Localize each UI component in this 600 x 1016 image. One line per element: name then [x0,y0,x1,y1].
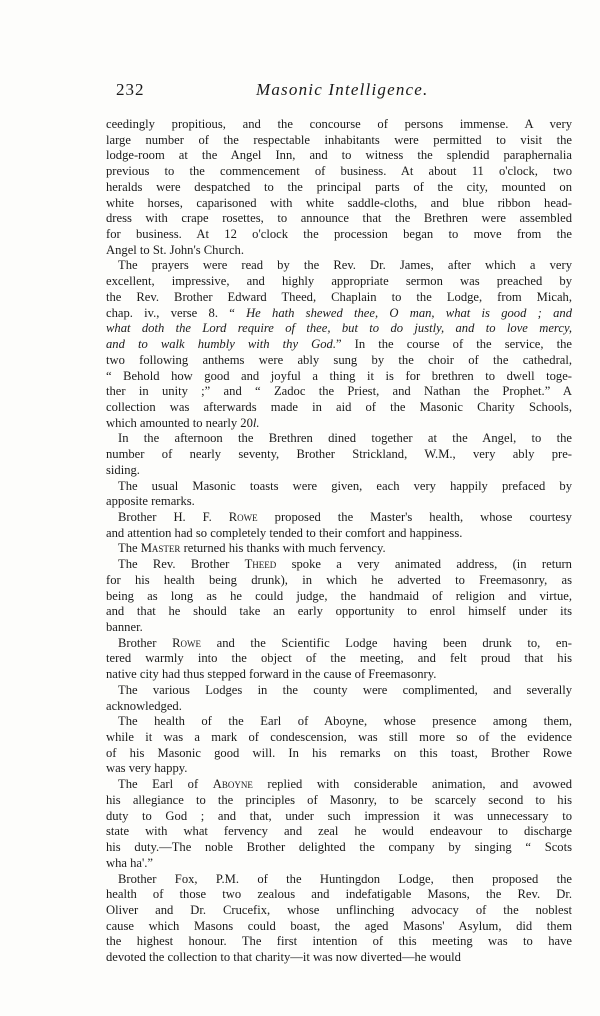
text-line [106,227,572,243]
text-run: Angel to St. John's Church. [106,242,245,257]
text-run: Rowe [228,509,258,524]
text-run: the Rev. Brother Edward Theed, Chaplain to the Lodge, from Micah, [106,289,572,304]
article-body [106,117,572,966]
text-line [106,211,572,227]
text-run: Aboyne [212,777,253,792]
text-line [106,604,572,620]
text-run: was very happy. [106,761,188,776]
text-run: cause which Masons could boast, the aged Masons' Asylum, did them [106,918,572,933]
text-run: The various Lodges in the county were complimented, and severally [118,682,572,697]
text-run: chap. iv., verse 8. “ [106,305,247,320]
text-run: l. [252,415,260,430]
text-line [106,793,572,809]
text-line [106,651,572,667]
text-run: number of nearly seventy, Brother Strickland, W.M., very ably pre- [106,447,572,462]
text-run: Rowe [172,635,201,650]
text-run: proposed the Master's health, whose courtesy [257,509,572,524]
text-line [106,353,572,369]
text-line [106,133,572,149]
text-run: Theed [244,557,277,572]
text-run: being as long as he could judge, the handmaid of religion and virtue, [106,588,572,603]
text-run: Brother H. F. [118,509,229,524]
text-run: and the Scientific Lodge having been drunk to, en- [201,635,572,650]
text-run: the highest honour. The first intention of this meeting was to have [106,934,572,949]
text-run: tered warmly into the object of the meeting, and felt proud that his [106,651,572,666]
text-line [106,667,572,683]
text-line [106,777,572,793]
text-line [106,510,572,526]
text-line [106,809,572,825]
text-run: of his Masonic good will. In his remarks on this toast, Brother Rowe [106,745,572,760]
text-run: apposite remarks. [106,494,195,509]
text-line [106,824,572,840]
text-run: “ Behold how good and joyful a thing it is for brethren to dwell toge- [106,368,572,383]
text-run: spoke a very animated address, (in return [276,557,572,572]
text-run: The usual Masonic toasts were given, each very happily prefaced by [118,478,572,493]
text-run: collection was afterwards made in aid of the Masonic Charity Schools, [106,399,572,414]
text-run: heralds were despatched to the principal parts of the city, mounted on [106,179,572,194]
text-run: two following anthems were ably sung by the choir of the cathedral, [106,352,572,367]
text-run: ” In the course of the service, the [335,337,572,352]
text-line [106,903,572,919]
text-run: The [118,541,141,556]
text-run: his allegiance to the principles of Masonry, to be scarcely second to his [106,792,572,807]
text-run: The Earl of [118,777,213,792]
text-line [106,746,572,762]
text-run: health of those two zealous and indefatigable Masons, the Rev. Dr. [106,887,572,902]
text-run: for business. At 12 o'clock the procession began to move from the [106,227,572,242]
text-line [106,856,572,872]
text-run: duty to God ; and that, under such impression it was unnecessary to [106,808,572,823]
text-run: excellent, impressive, and highly appropriate sermon was preached by [106,274,572,289]
text-line [106,526,572,542]
text-line [106,416,572,432]
text-line [106,683,572,699]
text-line [106,196,572,212]
running-head [116,80,576,104]
text-run: banner. [106,620,143,634]
text-run: Brother Fox, P.M. of the Huntingdon Lodge, then proposed the [118,871,572,886]
text-line [106,479,572,495]
running-title: Masonic Intelligence. [256,80,429,99]
text-line [106,258,572,274]
text-run: The Rev. Brother [118,557,245,572]
text-line [106,463,572,479]
text-line [106,636,572,652]
text-line [106,557,572,573]
text-run: large number of the respectable inhabitants were permitted to visit the [106,132,572,147]
text-line [106,321,572,337]
text-line [106,919,572,935]
text-run: which amounted to nearly 20 [106,415,253,430]
text-run: what doth the Lord require of thee, but to do justly, and to love mercy, [106,321,572,336]
text-run: native city had thus stepped forward in the cause of Freemasonry. [106,667,437,682]
text-run: his duty.—The noble Brother delighted the company by singing “ Scots [106,840,572,855]
text-run: white horses, caparisoned with white saddle-cloths, and blue ribbon head- [106,195,572,210]
text-run: ceedingly propitious, and the concourse of persons immense. A very [106,117,572,131]
text-line [106,337,572,353]
text-line [106,872,572,888]
text-run: and to walk humbly with thy God. [106,337,336,352]
text-line [106,887,572,903]
text-line [106,589,572,605]
text-run: lodge-room at the Angel Inn, and to witness the splendid paraphernalia [106,148,572,163]
text-run: while it was a mark of condescension, was still more so of the evidence [106,730,572,745]
text-run: He hath shewed thee, O man, what is good ; and [246,305,572,320]
text-line [106,180,572,196]
text-run: and attention had so completely tended to their comfort and happiness. [106,525,463,540]
text-line [106,840,572,856]
text-line [106,573,572,589]
text-run: returned his thanks with much fervency. [180,541,386,556]
text-run: and that he should take an early opportunity to enrol himself under its [106,604,572,619]
text-line [106,243,572,259]
text-run: Master [140,541,181,556]
text-line [106,400,572,416]
text-run: In the afternoon the Brethren dined together at the Angel, to the [118,431,572,446]
text-run: acknowledged. [106,698,182,713]
text-line [106,541,572,557]
text-run: Brother [118,635,173,650]
text-line [106,431,572,447]
text-run: Oliver and Dr. Crucefix, whose unflinching advocacy of the noblest [106,902,572,917]
text-run: siding. [106,462,140,477]
text-line [106,117,572,133]
text-run: replied with considerable animation, and avowed [252,777,572,792]
text-run: The health of the Earl of Aboyne, whose presence among them, [118,714,572,729]
text-run: wha ha'.” [106,855,154,870]
text-line [106,730,572,746]
text-line [106,620,572,636]
text-line [106,306,572,322]
text-line [106,494,572,510]
text-line [106,761,572,777]
text-line [106,164,572,180]
text-run: previous to the commencement of business. At about 11 o'clock, two [106,164,572,179]
text-run: state with what fervency and zeal he would endeavour to discharge [106,824,572,839]
text-run: dress with crape rosettes, to announce that the Brethren were assembled [106,211,572,226]
text-line [106,369,572,385]
text-run: ther in unity ;” and “ Zadoc the Priest, and Nathan the Prophet.” A [106,384,572,399]
text-line [106,274,572,290]
text-line [106,699,572,715]
text-run: devoted the collection to that charity—it was now diverted—he would [106,950,461,965]
text-line [106,934,572,950]
text-run: The prayers were read by the Rev. Dr. James, after which a very [118,258,572,273]
page-number: 232 [116,80,145,99]
text-line [106,950,572,966]
text-line [106,714,572,730]
text-run: for his health being drunk), in which he adverted to Freemasonry, as [106,572,572,587]
text-line [106,290,572,306]
text-line [106,148,572,164]
text-line [106,447,572,463]
text-line [106,384,572,400]
